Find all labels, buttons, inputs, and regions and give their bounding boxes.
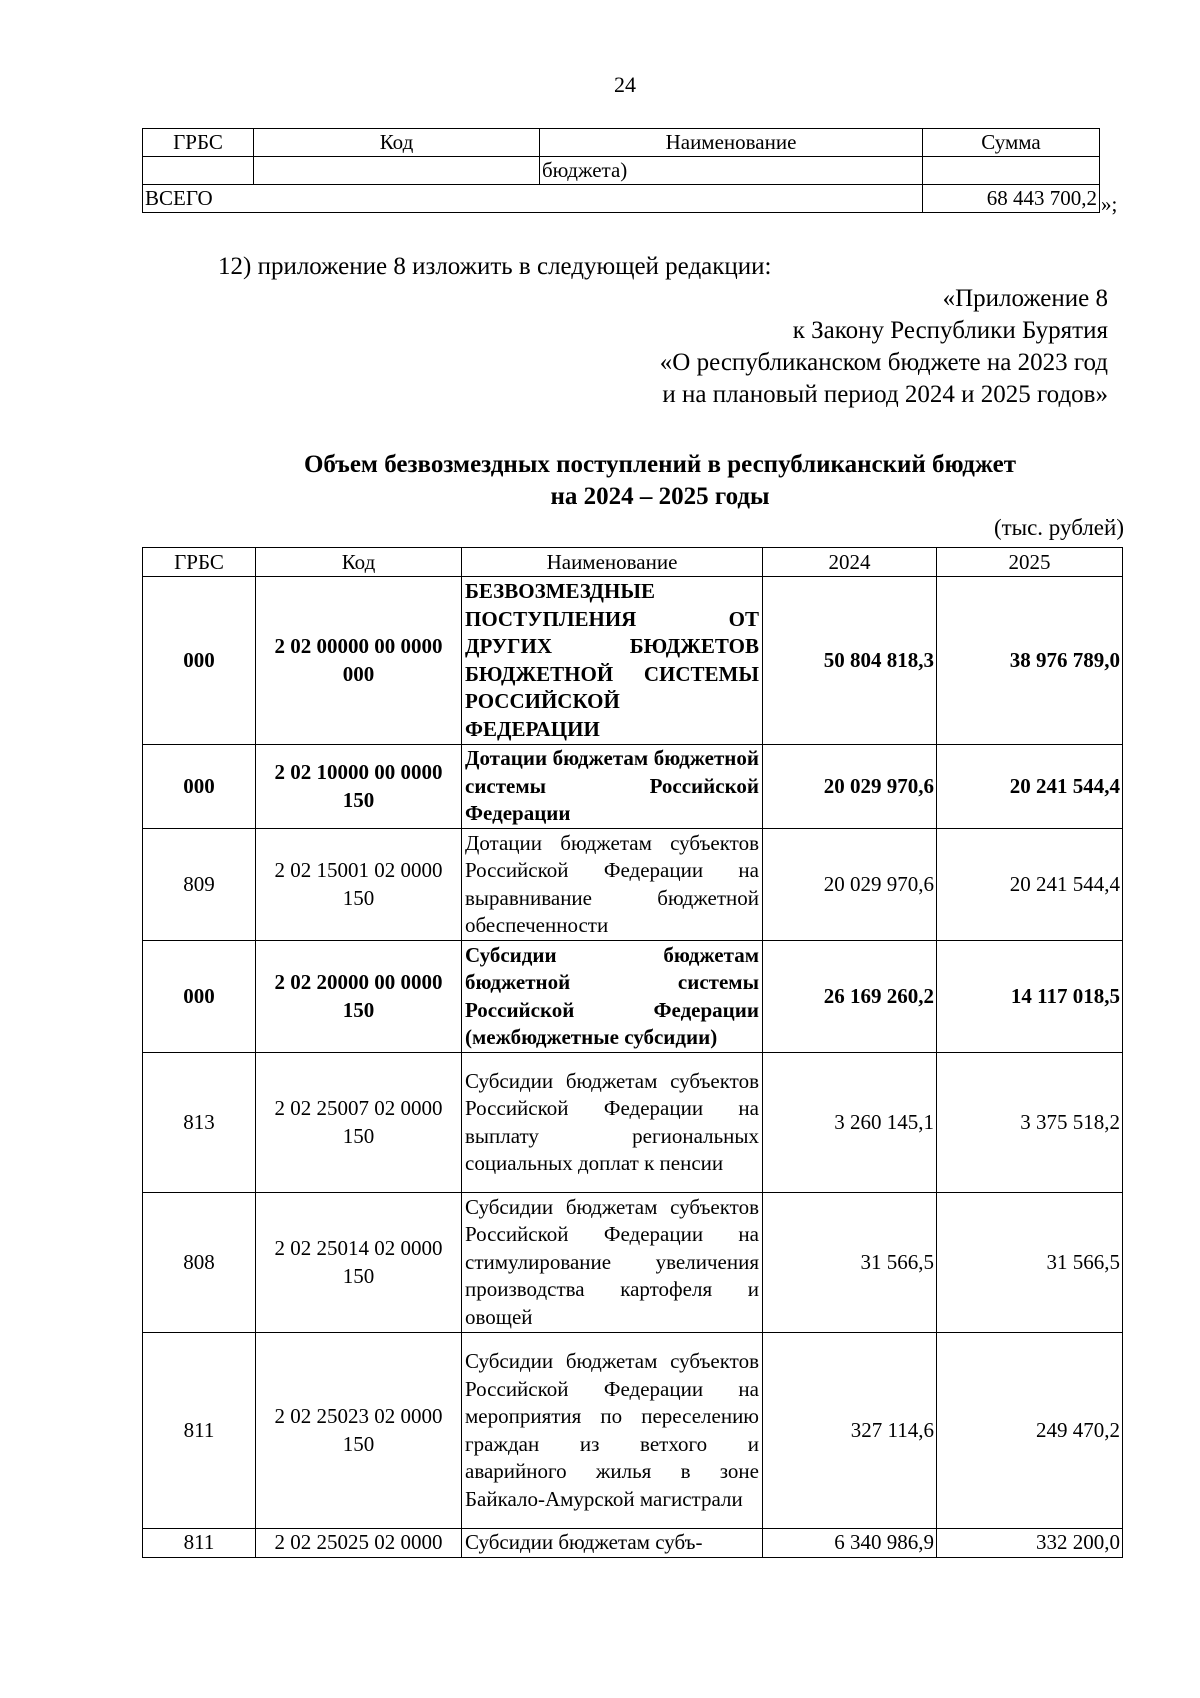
cell-2024: 31 566,5 (763, 1193, 937, 1333)
cell-2025: 31 566,5 (937, 1193, 1123, 1333)
header-grbs: ГРБС (143, 129, 254, 157)
title-line-1: Объем безвозмездных поступлений в республиканский бюджет (303, 451, 1017, 478)
header-code: Код (254, 129, 540, 157)
header-code: Код (256, 548, 462, 577)
cell-code: 2 02 20000 00 0000 150 (256, 941, 462, 1053)
table-title (160, 449, 1160, 513)
cell-2025: 3 375 518,2 (937, 1053, 1123, 1193)
cell-name: Субсидии бюджетам субъектов Российской Федерации на мероприятия по переселению граждан из ветхого и аварийного жилья в зоне Байкало-Амурской магистрали (462, 1333, 763, 1529)
previous-table-row (143, 157, 1100, 185)
closing-quote: »; (1101, 192, 1118, 216)
cell-2024: 327 114,6 (763, 1333, 937, 1529)
header-sum: Сумма (923, 129, 1100, 157)
header-grbs: ГРБС (143, 548, 256, 577)
cell-code: 2 02 25014 02 0000 150 (256, 1193, 462, 1333)
header-2024: 2024 (763, 548, 937, 577)
cell-name: БЕЗВОЗМЕЗДНЫЕ ПОСТУПЛЕНИЯ ОТ ДРУГИХ БЮДЖЕТОВ БЮДЖЕТНОЙ СИСТЕМЫ РОССИЙСКОЙ ФЕДЕРАЦИИ (462, 577, 763, 745)
page-number: 24 (614, 72, 636, 97)
cell-code: 2 02 10000 00 0000 150 (256, 745, 462, 829)
appendix-line-4: и на плановый период 2024 и 2025 годов» (662, 381, 1108, 408)
cell-code: 2 02 25007 02 0000 150 (256, 1053, 462, 1193)
cell-name: Дотации бюджетам бюджетной системы Российской Федерации (462, 745, 763, 829)
previous-table (142, 128, 1100, 213)
cell-2024: 26 169 260,2 (763, 941, 937, 1053)
header-2025: 2025 (937, 548, 1123, 577)
cell-name: Дотации бюджетам субъектов Российской Федерации на выравнивание бюджетной обеспеченности (462, 829, 763, 941)
cell-2024: 3 260 145,1 (763, 1053, 937, 1193)
cell-2024: 20 029 970,6 (763, 745, 937, 829)
cell-grbs: 000 (143, 941, 256, 1053)
cell-2025: 249 470,2 (937, 1333, 1123, 1529)
table-row (143, 1193, 1123, 1333)
cell-2025: 332 200,0 (937, 1529, 1123, 1558)
table-row (143, 1529, 1123, 1558)
cell-grbs: 811 (143, 1333, 256, 1529)
cell-2024: 6 340 986,9 (763, 1529, 937, 1558)
cell-grbs: 808 (143, 1193, 256, 1333)
cell-name: бюджета) (540, 157, 923, 185)
cell-name: Субсидии бюджетам субъектов Российской Федерации на стимулирование увеличения производства картофеля и овощей (462, 1193, 763, 1333)
revenue-table-header (143, 548, 1123, 577)
header-name: Наименование (462, 548, 763, 577)
cell-code (254, 157, 540, 185)
revenue-table (142, 547, 1123, 1558)
cell-grbs: 000 (143, 745, 256, 829)
appendix-line-2: к Закону Республики Бурятия (792, 317, 1108, 344)
cell-name: Субсидии бюджетам субъектов Российской Федерации на выплату региональных социальных доплат к пенсии (462, 1053, 763, 1193)
table-row (143, 745, 1123, 829)
cell-2024: 20 029 970,6 (763, 829, 937, 941)
cell-name: Субсидии бюджетам бюджетной системы Российской Федерации (межбюджетные субсидии) (462, 941, 763, 1053)
units-label: (тыс. рублей) (993, 515, 1124, 540)
cell-grbs: 809 (143, 829, 256, 941)
table-row (143, 1333, 1123, 1529)
title-line-2: на 2024 – 2025 годы (550, 483, 770, 510)
total-value: 68 443 700,2 (923, 185, 1100, 213)
cell-name: Субсидии бюджетам субъ- (462, 1529, 763, 1558)
cell-2025: 20 241 544,4 (937, 745, 1123, 829)
appendix-line-1: «Приложение 8 (942, 285, 1108, 312)
cell-code: 2 02 00000 00 0000 000 (256, 577, 462, 745)
item-paragraph: 12) приложение 8 изложить в следующей редакции: (218, 253, 772, 280)
cell-code: 2 02 15001 02 0000 150 (256, 829, 462, 941)
cell-code: 2 02 25023 02 0000 150 (256, 1333, 462, 1529)
table-row (143, 941, 1123, 1053)
header-name: Наименование (540, 129, 923, 157)
cell-grbs: 811 (143, 1529, 256, 1558)
previous-table-header (143, 129, 1100, 157)
table-row (143, 1053, 1123, 1193)
cell-2025: 14 117 018,5 (937, 941, 1123, 1053)
table-row (143, 829, 1123, 941)
cell-2025: 38 976 789,0 (937, 577, 1123, 745)
cell-grbs: 813 (143, 1053, 256, 1193)
cell-grbs (143, 157, 254, 185)
appendix-header (660, 283, 1108, 411)
cell-2024: 50 804 818,3 (763, 577, 937, 745)
cell-sum (923, 157, 1100, 185)
cell-2025: 20 241 544,4 (937, 829, 1123, 941)
total-label: ВСЕГО (143, 185, 923, 213)
table-row (143, 577, 1123, 745)
cell-grbs: 000 (143, 577, 256, 745)
appendix-line-3: «О республиканском бюджете на 2023 год (659, 349, 1108, 376)
total-row (143, 185, 1100, 213)
cell-code: 2 02 25025 02 0000 (256, 1529, 462, 1558)
